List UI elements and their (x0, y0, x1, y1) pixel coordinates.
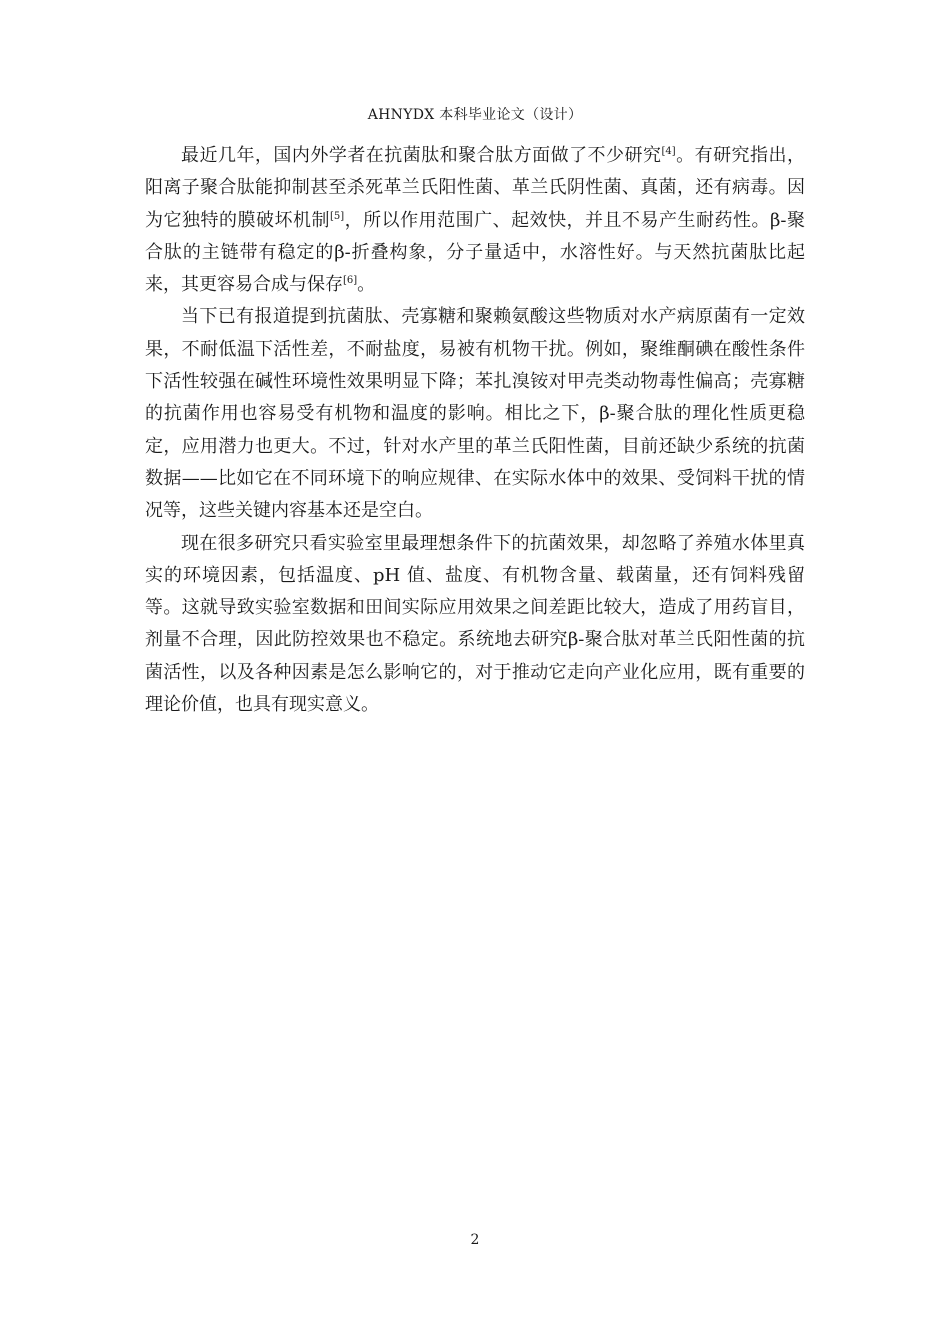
citation-ref-4: [4] (661, 146, 676, 157)
paragraph-1-text-c: ，所以作用范围广、起效快，并且不易产生耐药性。β-聚合肽的主链带有稳定的β-折叠构象，分子量适中，水溶性好。与天然抗菌肽比起来，其更容易合成与保存 (145, 209, 805, 296)
citation-ref-5: [5] (329, 210, 345, 222)
paragraph-1-text-d: 。 (357, 274, 376, 296)
paragraph-1-text-b: 。有研究指出，阳离子聚合肽能抑制甚至杀死革兰氏阳性菌、革兰氏阴性菌、真菌，还有病毒。因为它独特的膜破坏机制 (145, 145, 805, 231)
page-number: 2 (470, 1232, 480, 1248)
citation-ref-6: [6] (343, 275, 358, 287)
paragraph-1 (145, 140, 805, 301)
page-header: AHNYDX 本科毕业论文（设计） (367, 107, 583, 123)
paragraph-3: 现在很多研究只看实验室里最理想条件下的抗菌效果，却忽略了养殖水体里真实的环境因素，包括温度、pH 值、盐度、有机物含量、载菌量，还有饲料残留等。这就导致实验室数据和田间实际应用效果之间差距比较大，造成了用药盲目，剂量不合理，因此防控效果也不稳定。系统地去研究β-聚合肽对革兰氏阳性菌的抗菌活性，以及各种因素是怎么影响它的，对于推动它走向产业化应用，既有重要的理论价值，也具有现实意义。 (145, 532, 805, 716)
document-body (145, 140, 805, 721)
paragraph-1-text-a: 最近几年，国内外学者在抗菌肽和聚合肽方面做了不少研究 (181, 145, 662, 166)
paragraph-2: 当下已有报道提到抗菌肽、壳寡糖和聚赖氨酸这些物质对水产病原菌有一定效果，不耐低温下活性差，不耐盐度，易被有机物干扰。例如，聚维酮碘在酸性条件下活性较强在碱性环境性效果明显下降；苯扎溴铵对甲壳类动物毒性偏高；壳寡糖的抗菌作用也容易受有机物和温度的影响。相比之下，β-聚合肽的理化性质更稳定，应用潜力也更大。不过，针对水产里的革兰氏阳性菌，目前还缺少系统的抗菌数据——比如它在不同环境下的响应规律、在实际水体中的效果、受饲料干扰的情况等，这些关键内容基本还是空白。 (145, 306, 805, 522)
